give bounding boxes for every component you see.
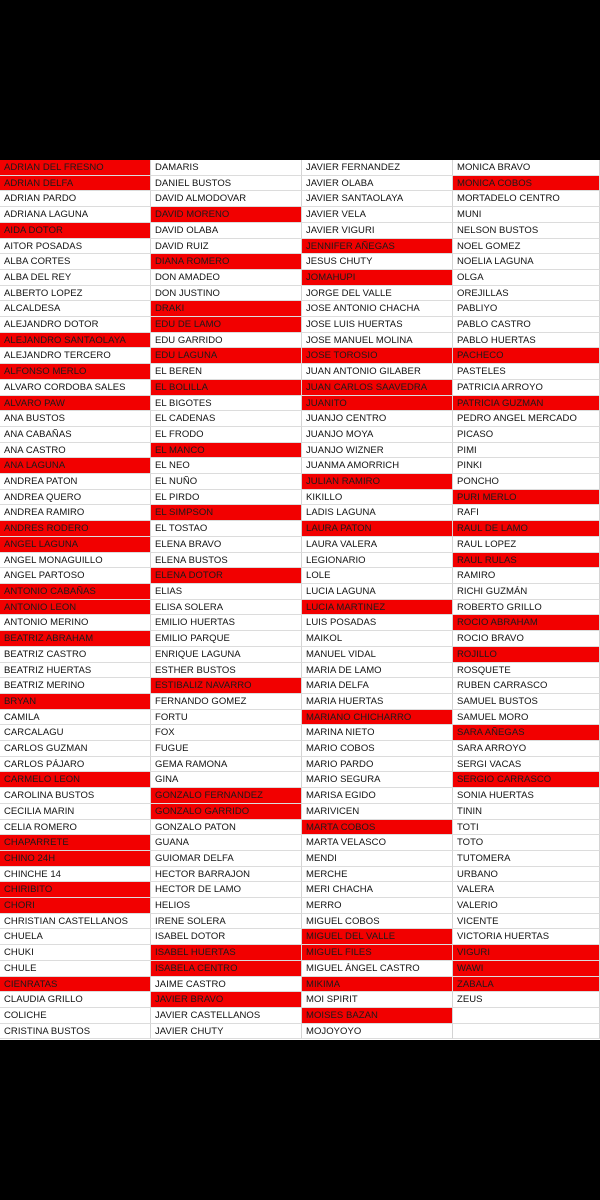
sheet-cell[interactable]: LUCIA MARTINEZ: [302, 600, 453, 616]
sheet-cell[interactable]: ALVARO CORDOBA SALES: [0, 380, 151, 396]
sheet-cell[interactable]: TININ: [453, 804, 600, 820]
sheet-cell[interactable]: ROBERTO GRILLO: [453, 600, 600, 616]
sheet-cell[interactable]: JUANJO WIZNER: [302, 443, 453, 459]
sheet-cell[interactable]: JORGE DEL VALLE: [302, 286, 453, 302]
sheet-cell[interactable]: EDU LAGUNA: [151, 348, 302, 364]
sheet-cell[interactable]: DAVID OLABA: [151, 223, 302, 239]
sheet-cell[interactable]: AIDA DOTOR: [0, 223, 151, 239]
sheet-cell[interactable]: CHINCHE 14: [0, 867, 151, 883]
sheet-cell[interactable]: JUANJO CENTRO: [302, 411, 453, 427]
sheet-cell[interactable]: PATRICIA ARROYO: [453, 380, 600, 396]
sheet-cell[interactable]: CHORI: [0, 898, 151, 914]
sheet-cell[interactable]: CELIA ROMERO: [0, 820, 151, 836]
sheet-cell[interactable]: MARTA VELASCO: [302, 835, 453, 851]
sheet-cell[interactable]: SONIA HUERTAS: [453, 788, 600, 804]
sheet-cell[interactable]: ALFONSO MERLO: [0, 364, 151, 380]
sheet-cell[interactable]: LUIS POSADAS: [302, 615, 453, 631]
sheet-cell[interactable]: NELSON BUSTOS: [453, 223, 600, 239]
sheet-cell[interactable]: EL BIGOTES: [151, 396, 302, 412]
sheet-cell[interactable]: CARCALAGU: [0, 725, 151, 741]
sheet-cell[interactable]: EL CADENAS: [151, 411, 302, 427]
sheet-cell[interactable]: PASTELES: [453, 364, 600, 380]
sheet-cell[interactable]: JUANJO MOYA: [302, 427, 453, 443]
sheet-cell[interactable]: MIGUEL ÁNGEL CASTRO: [302, 961, 453, 977]
sheet-cell[interactable]: EL BEREN: [151, 364, 302, 380]
sheet-cell[interactable]: PATRICIA GUZMAN: [453, 396, 600, 412]
sheet-cell[interactable]: PACHECO: [453, 348, 600, 364]
sheet-cell[interactable]: EDU GARRIDO: [151, 333, 302, 349]
sheet-cell[interactable]: SERGI VACAS: [453, 757, 600, 773]
sheet-cell[interactable]: BEATRIZ HUERTAS: [0, 663, 151, 679]
sheet-cell[interactable]: PURI MERLO: [453, 490, 600, 506]
sheet-cell[interactable]: JUAN ANTONIO GILABER: [302, 364, 453, 380]
sheet-cell[interactable]: CIENRATAS: [0, 977, 151, 993]
sheet-cell[interactable]: FUGUE: [151, 741, 302, 757]
sheet-cell[interactable]: SARA ARROYO: [453, 741, 600, 757]
sheet-cell[interactable]: GUANA: [151, 835, 302, 851]
sheet-cell[interactable]: OLGA: [453, 270, 600, 286]
sheet-cell[interactable]: JAIME CASTRO: [151, 977, 302, 993]
sheet-cell[interactable]: ROCIO BRAVO: [453, 631, 600, 647]
sheet-cell[interactable]: ANGEL LAGUNA: [0, 537, 151, 553]
sheet-cell[interactable]: ANGEL PARTOSO: [0, 568, 151, 584]
sheet-cell[interactable]: ANDREA RAMIRO: [0, 505, 151, 521]
sheet-cell[interactable]: MANUEL VIDAL: [302, 647, 453, 663]
sheet-cell[interactable]: ANGEL MONAGUILLO: [0, 553, 151, 569]
sheet-cell[interactable]: MORTADELO CENTRO: [453, 191, 600, 207]
sheet-cell[interactable]: MOI SPIRIT: [302, 992, 453, 1008]
sheet-cell[interactable]: ELISA SOLERA: [151, 600, 302, 616]
sheet-cell[interactable]: WAWI: [453, 961, 600, 977]
sheet-cell[interactable]: FOX: [151, 725, 302, 741]
sheet-cell[interactable]: DON JUSTINO: [151, 286, 302, 302]
sheet-cell[interactable]: MARIA HUERTAS: [302, 694, 453, 710]
sheet-cell[interactable]: KIKILLO: [302, 490, 453, 506]
sheet-cell[interactable]: PABLO CASTRO: [453, 317, 600, 333]
sheet-cell[interactable]: ANDRES RODERO: [0, 521, 151, 537]
sheet-cell[interactable]: SERGIO CARRASCO: [453, 772, 600, 788]
sheet-cell[interactable]: MOISES BAZAN: [302, 1008, 453, 1024]
sheet-cell[interactable]: FORTU: [151, 710, 302, 726]
sheet-cell[interactable]: AITOR POSADAS: [0, 239, 151, 255]
sheet-cell[interactable]: MENDI: [302, 851, 453, 867]
sheet-cell[interactable]: MARISA EGIDO: [302, 788, 453, 804]
sheet-cell[interactable]: PABLO HUERTAS: [453, 333, 600, 349]
sheet-cell[interactable]: ZEUS: [453, 992, 600, 1008]
sheet-cell[interactable]: DAVID MORENO: [151, 207, 302, 223]
sheet-cell[interactable]: JAVIER CASTELLANOS: [151, 1008, 302, 1024]
sheet-cell[interactable]: DAVID ALMODOVAR: [151, 191, 302, 207]
sheet-cell[interactable]: MAIKOL: [302, 631, 453, 647]
sheet-cell[interactable]: MARINA NIETO: [302, 725, 453, 741]
sheet-cell[interactable]: RAMIRO: [453, 568, 600, 584]
sheet-cell[interactable]: MIGUEL DEL VALLE: [302, 929, 453, 945]
sheet-cell[interactable]: BEATRIZ MERINO: [0, 678, 151, 694]
sheet-cell[interactable]: ALVARO PAW: [0, 396, 151, 412]
sheet-cell[interactable]: EL TOSTAO: [151, 521, 302, 537]
sheet-cell[interactable]: JOSE TOROSIO: [302, 348, 453, 364]
sheet-cell[interactable]: CAROLINA BUSTOS: [0, 788, 151, 804]
sheet-cell[interactable]: ANA LAGUNA: [0, 458, 151, 474]
sheet-cell[interactable]: LAURA PATON: [302, 521, 453, 537]
sheet-cell[interactable]: JESUS CHUTY: [302, 254, 453, 270]
sheet-cell[interactable]: CRISTINA BUSTOS: [0, 1024, 151, 1040]
sheet-cell[interactable]: ALEJANDRO TERCERO: [0, 348, 151, 364]
sheet-cell[interactable]: CHIRIBITO: [0, 882, 151, 898]
sheet-cell[interactable]: MARIANO CHICHARRO: [302, 710, 453, 726]
sheet-cell[interactable]: MARIA DE LAMO: [302, 663, 453, 679]
sheet-cell[interactable]: JAVIER VELA: [302, 207, 453, 223]
sheet-cell[interactable]: [453, 1008, 600, 1024]
sheet-cell[interactable]: CARLOS PÁJARO: [0, 757, 151, 773]
sheet-cell[interactable]: EL MANCO: [151, 443, 302, 459]
sheet-cell[interactable]: ANA CABAÑAS: [0, 427, 151, 443]
sheet-cell[interactable]: JAVIER CHUTY: [151, 1024, 302, 1040]
sheet-cell[interactable]: VALERIO: [453, 898, 600, 914]
sheet-cell[interactable]: ZABALA: [453, 977, 600, 993]
sheet-cell[interactable]: ANDREA QUERO: [0, 490, 151, 506]
sheet-cell[interactable]: EL SIMPSON: [151, 505, 302, 521]
sheet-cell[interactable]: HECTOR BARRAJON: [151, 867, 302, 883]
sheet-cell[interactable]: RAUL RULAS: [453, 553, 600, 569]
sheet-cell[interactable]: MARIVICEN: [302, 804, 453, 820]
sheet-cell[interactable]: EL NUÑO: [151, 474, 302, 490]
sheet-cell[interactable]: EL BOLILLA: [151, 380, 302, 396]
sheet-cell[interactable]: MONICA COBOS: [453, 176, 600, 192]
sheet-cell[interactable]: JAVIER OLABA: [302, 176, 453, 192]
sheet-cell[interactable]: LUCIA LAGUNA: [302, 584, 453, 600]
sheet-cell[interactable]: JOSE LUIS HUERTAS: [302, 317, 453, 333]
sheet-cell[interactable]: PICASO: [453, 427, 600, 443]
sheet-cell[interactable]: CHAPARRETE: [0, 835, 151, 851]
sheet-cell[interactable]: ALEJANDRO SANTAOLAYA: [0, 333, 151, 349]
sheet-cell[interactable]: ROJILLO: [453, 647, 600, 663]
sheet-cell[interactable]: JOSE MANUEL MOLINA: [302, 333, 453, 349]
sheet-cell[interactable]: TUTOMERA: [453, 851, 600, 867]
sheet-cell[interactable]: JAVIER SANTAOLAYA: [302, 191, 453, 207]
sheet-cell[interactable]: JAVIER FERNANDEZ: [302, 160, 453, 176]
sheet-cell[interactable]: TOTI: [453, 820, 600, 836]
sheet-cell[interactable]: CECILIA MARIN: [0, 804, 151, 820]
sheet-cell[interactable]: ADRIAN PARDO: [0, 191, 151, 207]
sheet-cell[interactable]: MIGUEL FILES: [302, 945, 453, 961]
sheet-cell[interactable]: SAMUEL BUSTOS: [453, 694, 600, 710]
sheet-cell[interactable]: PABLIYO: [453, 301, 600, 317]
sheet-cell[interactable]: ESTHER BUSTOS: [151, 663, 302, 679]
sheet-cell[interactable]: URBANO: [453, 867, 600, 883]
sheet-cell[interactable]: NOEL GOMEZ: [453, 239, 600, 255]
sheet-cell[interactable]: PONCHO: [453, 474, 600, 490]
sheet-cell[interactable]: CHRISTIAN CASTELLANOS: [0, 914, 151, 930]
sheet-cell[interactable]: JUANMA AMORRICH: [302, 458, 453, 474]
sheet-cell[interactable]: RAUL LOPEZ: [453, 537, 600, 553]
sheet-cell[interactable]: LEGIONARIO: [302, 553, 453, 569]
sheet-cell[interactable]: RAFI: [453, 505, 600, 521]
sheet-cell[interactable]: LOLE: [302, 568, 453, 584]
sheet-cell[interactable]: RICHI GUZMÁN: [453, 584, 600, 600]
sheet-cell[interactable]: CHUELA: [0, 929, 151, 945]
sheet-cell[interactable]: HELIOS: [151, 898, 302, 914]
sheet-cell[interactable]: MARIO SEGURA: [302, 772, 453, 788]
sheet-cell[interactable]: ANTONIO MERINO: [0, 615, 151, 631]
sheet-cell[interactable]: VICTORIA HUERTAS: [453, 929, 600, 945]
sheet-cell[interactable]: GUIOMAR DELFA: [151, 851, 302, 867]
sheet-cell[interactable]: CHULE: [0, 961, 151, 977]
sheet-cell[interactable]: EL PIRDO: [151, 490, 302, 506]
sheet-cell[interactable]: BEATRIZ ABRAHAM: [0, 631, 151, 647]
sheet-cell[interactable]: JAVIER VIGURI: [302, 223, 453, 239]
sheet-cell[interactable]: ALEJANDRO DOTOR: [0, 317, 151, 333]
sheet-cell[interactable]: ESTIBALIZ NAVARRO: [151, 678, 302, 694]
sheet-cell[interactable]: BRYAN: [0, 694, 151, 710]
sheet-cell[interactable]: DAMARIS: [151, 160, 302, 176]
sheet-cell[interactable]: GEMA RAMONA: [151, 757, 302, 773]
sheet-cell[interactable]: MIKIMA: [302, 977, 453, 993]
sheet-cell[interactable]: CAMILA: [0, 710, 151, 726]
sheet-cell[interactable]: PIMI: [453, 443, 600, 459]
sheet-cell[interactable]: VICENTE: [453, 914, 600, 930]
sheet-cell[interactable]: VIGURI: [453, 945, 600, 961]
sheet-cell[interactable]: ELIAS: [151, 584, 302, 600]
sheet-cell[interactable]: ADRIAN DEL FRESNO: [0, 160, 151, 176]
sheet-cell[interactable]: VALERA: [453, 882, 600, 898]
sheet-cell[interactable]: PINKI: [453, 458, 600, 474]
sheet-cell[interactable]: MERI CHACHA: [302, 882, 453, 898]
sheet-cell[interactable]: GONZALO PATON: [151, 820, 302, 836]
sheet-cell[interactable]: MARTA COBOS: [302, 820, 453, 836]
sheet-cell[interactable]: GONZALO GARRIDO: [151, 804, 302, 820]
sheet-cell[interactable]: EMILIO PARQUE: [151, 631, 302, 647]
sheet-cell[interactable]: ELENA DOTOR: [151, 568, 302, 584]
sheet-cell[interactable]: CHUKI: [0, 945, 151, 961]
sheet-cell[interactable]: ALBA DEL REY: [0, 270, 151, 286]
sheet-cell[interactable]: GONZALO FERNANDEZ: [151, 788, 302, 804]
sheet-cell[interactable]: JUAN CARLOS SAAVEDRA: [302, 380, 453, 396]
sheet-cell[interactable]: ROCIO ABRAHAM: [453, 615, 600, 631]
sheet-cell[interactable]: RAUL DE LAMO: [453, 521, 600, 537]
sheet-cell[interactable]: SAMUEL MORO: [453, 710, 600, 726]
sheet-cell[interactable]: COLICHE: [0, 1008, 151, 1024]
sheet-cell[interactable]: EMILIO HUERTAS: [151, 615, 302, 631]
sheet-cell[interactable]: EL FRODO: [151, 427, 302, 443]
sheet-cell[interactable]: CHINO 24H: [0, 851, 151, 867]
sheet-cell[interactable]: ANTONIO CABAÑAS: [0, 584, 151, 600]
sheet-cell[interactable]: MERCHE: [302, 867, 453, 883]
sheet-cell[interactable]: PEDRO ANGEL MERCADO: [453, 411, 600, 427]
sheet-cell[interactable]: CARLOS GUZMAN: [0, 741, 151, 757]
sheet-cell[interactable]: EDU DE LAMO: [151, 317, 302, 333]
sheet-cell[interactable]: ISABELA CENTRO: [151, 961, 302, 977]
sheet-cell[interactable]: NOELIA LAGUNA: [453, 254, 600, 270]
sheet-cell[interactable]: DANIEL BUSTOS: [151, 176, 302, 192]
sheet-cell[interactable]: HECTOR DE LAMO: [151, 882, 302, 898]
sheet-cell[interactable]: MERRO: [302, 898, 453, 914]
sheet-cell[interactable]: FERNANDO GOMEZ: [151, 694, 302, 710]
sheet-cell[interactable]: BEATRIZ CASTRO: [0, 647, 151, 663]
sheet-cell[interactable]: LADIS LAGUNA: [302, 505, 453, 521]
sheet-cell[interactable]: ANTONIO LEON: [0, 600, 151, 616]
sheet-cell[interactable]: ISABEL DOTOR: [151, 929, 302, 945]
sheet-cell[interactable]: IRENE SOLERA: [151, 914, 302, 930]
sheet-cell[interactable]: ALBA CORTES: [0, 254, 151, 270]
sheet-cell[interactable]: ALBERTO LOPEZ: [0, 286, 151, 302]
name-sheet-grid: [0, 160, 600, 1040]
sheet-cell[interactable]: JAVIER BRAVO: [151, 992, 302, 1008]
sheet-cell[interactable]: JOSE ANTONIO CHACHA: [302, 301, 453, 317]
sheet-cell[interactable]: MIGUEL COBOS: [302, 914, 453, 930]
sheet-cell[interactable]: MOJOYOYO: [302, 1024, 453, 1040]
sheet-cell[interactable]: ELENA BRAVO: [151, 537, 302, 553]
sheet-cell[interactable]: ROSQUETE: [453, 663, 600, 679]
sheet-cell[interactable]: ANA BUSTOS: [0, 411, 151, 427]
sheet-cell[interactable]: JULIAN RAMIRO: [302, 474, 453, 490]
sheet-cell[interactable]: ISABEL HUERTAS: [151, 945, 302, 961]
sheet-cell[interactable]: MARIA DELFA: [302, 678, 453, 694]
sheet-cell[interactable]: ELENA BUSTOS: [151, 553, 302, 569]
sheet-cell[interactable]: SARA AÑEGAS: [453, 725, 600, 741]
sheet-cell[interactable]: DON AMADEO: [151, 270, 302, 286]
sheet-cell[interactable]: CARMELO LEON: [0, 772, 151, 788]
sheet-cell[interactable]: CLAUDIA GRILLO: [0, 992, 151, 1008]
sheet-cell[interactable]: JOMAHUPI: [302, 270, 453, 286]
sheet-cell[interactable]: EL NEO: [151, 458, 302, 474]
sheet-cell[interactable]: ANDREA PATON: [0, 474, 151, 490]
sheet-cell[interactable]: ALCALDESA: [0, 301, 151, 317]
sheet-cell[interactable]: ADRIANA LAGUNA: [0, 207, 151, 223]
sheet-cell[interactable]: TOTO: [453, 835, 600, 851]
sheet-cell[interactable]: MUNI: [453, 207, 600, 223]
sheet-cell[interactable]: ENRIQUE LAGUNA: [151, 647, 302, 663]
sheet-cell[interactable]: DAVID RUIZ: [151, 239, 302, 255]
sheet-cell[interactable]: JENNIFER AÑEGAS: [302, 239, 453, 255]
sheet-cell[interactable]: GINA: [151, 772, 302, 788]
sheet-cell[interactable]: MONICA BRAVO: [453, 160, 600, 176]
sheet-cell[interactable]: ADRIAN DELFA: [0, 176, 151, 192]
sheet-cell[interactable]: RUBEN CARRASCO: [453, 678, 600, 694]
sheet-cell[interactable]: LAURA VALERA: [302, 537, 453, 553]
sheet-cell[interactable]: MARIO PARDO: [302, 757, 453, 773]
sheet-cell[interactable]: MARIO COBOS: [302, 741, 453, 757]
sheet-cell[interactable]: [453, 1024, 600, 1040]
sheet-cell[interactable]: ANA CASTRO: [0, 443, 151, 459]
sheet-cell[interactable]: DRAKI: [151, 301, 302, 317]
sheet-cell[interactable]: OREJILLAS: [453, 286, 600, 302]
sheet-cell[interactable]: JUANITO: [302, 396, 453, 412]
sheet-cell[interactable]: DIANA ROMERO: [151, 254, 302, 270]
